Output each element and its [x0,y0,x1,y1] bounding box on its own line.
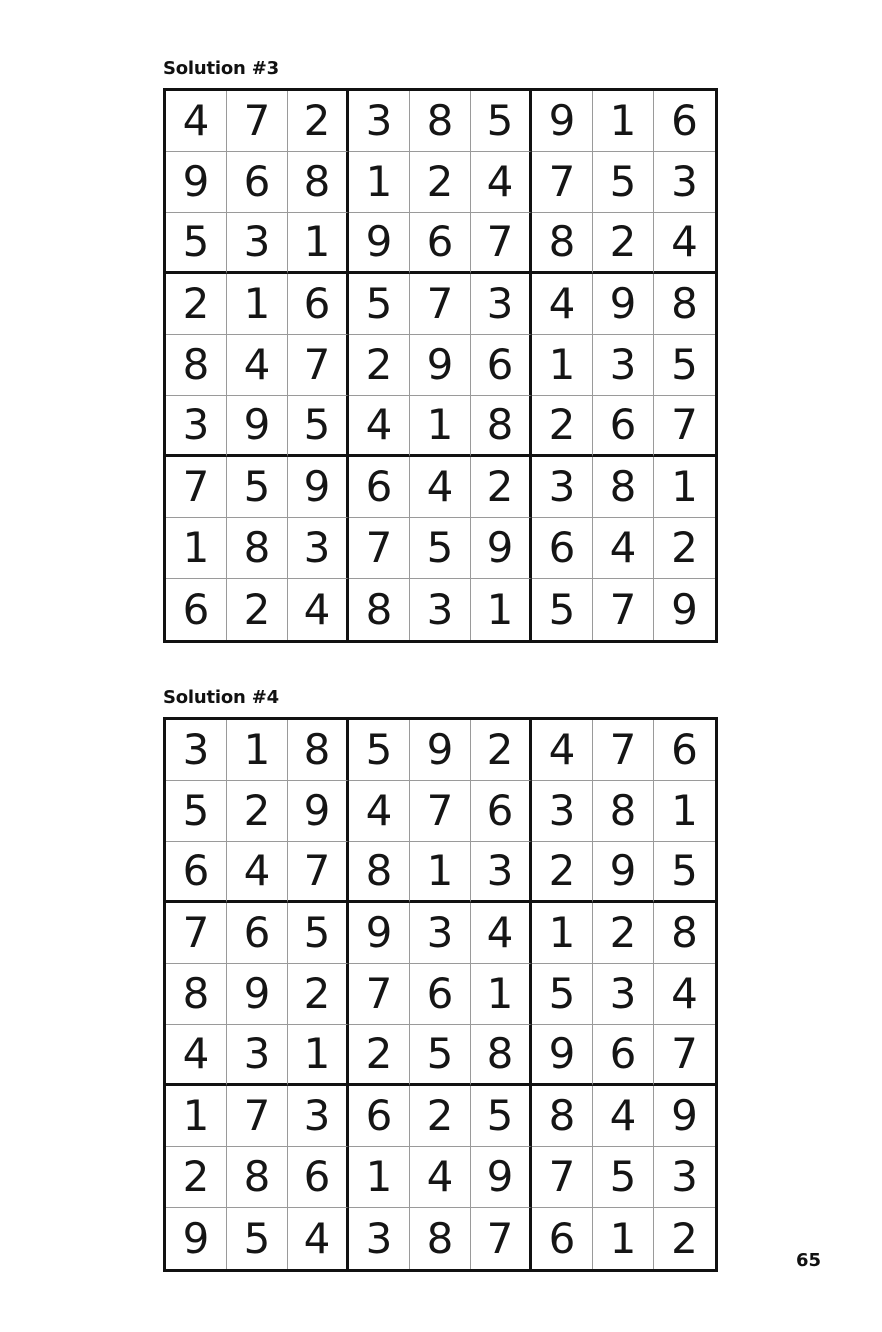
sudoku-cell: 1 [593,91,654,152]
sudoku-cell: 2 [288,964,349,1025]
sudoku-cell: 8 [593,457,654,518]
sudoku-cell: 4 [593,518,654,579]
sudoku-cell: 5 [349,274,410,335]
sudoku-cell: 1 [288,1025,349,1086]
sudoku-cell: 1 [532,335,593,396]
sudoku-cell: 5 [593,152,654,213]
sudoku-cell: 1 [654,781,715,842]
sudoku-cell: 2 [349,1025,410,1086]
sudoku-cell: 4 [654,213,715,274]
sudoku-cell: 3 [166,396,227,457]
sudoku-cell: 4 [410,1147,471,1208]
sudoku-cell: 4 [532,274,593,335]
sudoku-cell: 3 [654,152,715,213]
sudoku-cell: 8 [410,1208,471,1269]
sudoku-cell: 5 [227,1208,288,1269]
sudoku-cell: 4 [227,842,288,903]
sudoku-cell: 4 [288,579,349,640]
sudoku-cell: 7 [227,1086,288,1147]
sudoku-cell: 3 [166,720,227,781]
sudoku-cell: 2 [227,781,288,842]
sudoku-cell: 8 [227,1147,288,1208]
sudoku-cell: 6 [288,274,349,335]
sudoku-cell: 4 [654,964,715,1025]
sudoku-cell: 2 [532,396,593,457]
sudoku-cell: 5 [593,1147,654,1208]
sudoku-cell: 6 [410,213,471,274]
sudoku-cell: 2 [593,903,654,964]
sudoku-cell: 8 [654,274,715,335]
sudoku-cell: 2 [410,1086,471,1147]
sudoku-cell: 7 [593,579,654,640]
sudoku-cell: 9 [166,1208,227,1269]
sudoku-cell: 7 [166,903,227,964]
sudoku-cell: 8 [410,91,471,152]
sudoku-cell: 9 [410,335,471,396]
sudoku-cell: 6 [227,152,288,213]
sudoku-cell: 2 [410,152,471,213]
sudoku-cell: 5 [532,579,593,640]
sudoku-cell: 8 [288,720,349,781]
sudoku-cell: 8 [227,518,288,579]
sudoku-cell: 4 [349,781,410,842]
sudoku-cell: 3 [654,1147,715,1208]
sudoku-cell: 3 [471,842,532,903]
sudoku-cell: 6 [349,457,410,518]
sudoku-cell: 7 [654,396,715,457]
sudoku-cell: 9 [471,1147,532,1208]
sudoku-cell: 8 [166,335,227,396]
sudoku-cell: 4 [593,1086,654,1147]
sudoku-cell: 7 [593,720,654,781]
sudoku-cell: 1 [593,1208,654,1269]
sudoku-cell: 2 [654,518,715,579]
sudoku-cell: 2 [671,1213,698,1263]
sudoku-cell: 7 [654,1025,715,1086]
sudoku-cell: 1 [471,579,532,640]
sudoku-cell: 4 [410,457,471,518]
sudoku-cell: 7 [410,781,471,842]
sudoku-cell: 5 [471,91,532,152]
sudoku-cell: 7 [227,91,288,152]
sudoku-cell: 2 [227,579,288,640]
sudoku-cell: 5 [166,781,227,842]
sudoku-cell: 9 [532,1025,593,1086]
sudoku-cell: 4 [349,396,410,457]
page-number: 65 [796,1250,822,1271]
sudoku-cell: 3 [532,781,593,842]
sudoku-cell: 3 [471,274,532,335]
sudoku-cell: 8 [471,1025,532,1086]
sudoku-cell: 5 [349,720,410,781]
sudoku-cell: 8 [349,842,410,903]
sudoku-cell: 1 [227,720,288,781]
sudoku-cell: 8 [593,781,654,842]
sudoku-grid-solution-3 [163,88,718,643]
sudoku-cell: 6 [471,781,532,842]
sudoku-cell: 5 [410,1025,471,1086]
sudoku-cell: 6 [166,842,227,903]
sudoku-cell: 4 [166,1025,227,1086]
sudoku-cell: 2 [471,457,532,518]
sudoku-cell: 5 [288,903,349,964]
sudoku-cell: 6 [532,1208,593,1269]
sudoku-cell: 1 [349,152,410,213]
sudoku-cell: 8 [532,213,593,274]
sudoku-cell: 2 [166,1147,227,1208]
sudoku-cell: 8 [166,964,227,1025]
sudoku-cell: 1 [166,1086,227,1147]
sudoku-cell: 7 [471,213,532,274]
sudoku-cell: 5 [654,335,715,396]
sudoku-cell: 9 [288,457,349,518]
sudoku-cell: 6 [654,720,715,781]
sudoku-cell: 7 [288,335,349,396]
sudoku-cell: 9 [349,213,410,274]
sudoku-cell: 8 [288,152,349,213]
sudoku-cell: 2 [471,720,532,781]
sudoku-cell: 4 [532,720,593,781]
sudoku-cell: 7 [166,457,227,518]
sudoku-cell: 6 [288,1147,349,1208]
sudoku-cell: 9 [410,720,471,781]
sudoku-cell: 7 [349,964,410,1025]
sudoku-cell: 5 [410,518,471,579]
sudoku-cell: 8 [349,579,410,640]
sudoku-grid-solution-4 [163,717,718,1272]
sudoku-cell: 5 [532,964,593,1025]
sudoku-cell: 9 [227,396,288,457]
sudoku-cell: 2 [288,91,349,152]
sudoku-cell: 9 [532,91,593,152]
sudoku-cell: 4 [471,152,532,213]
sudoku-cell: 3 [288,518,349,579]
sudoku-cell: 1 [532,903,593,964]
sudoku-cell: 6 [593,396,654,457]
sudoku-cell: 3 [349,1208,410,1269]
sudoku-cell: 4 [166,91,227,152]
sudoku-cell: 4 [288,1208,349,1269]
sudoku-cell: 9 [471,518,532,579]
sudoku-cell: 1 [166,518,227,579]
sudoku-cell: 9 [166,152,227,213]
sudoku-cell: 1 [410,842,471,903]
sudoku-cell: 2 [593,213,654,274]
sudoku-cell: 4 [227,335,288,396]
sudoku-cell: 8 [532,1086,593,1147]
sudoku-cell: 5 [166,213,227,274]
sudoku-cell: 7 [349,518,410,579]
sudoku-cell: 5 [227,457,288,518]
sudoku-cell: 9 [349,903,410,964]
sudoku-cell: 1 [288,213,349,274]
sudoku-cell: 6 [654,91,715,152]
sudoku-cell: 9 [593,842,654,903]
sudoku-cell: 1 [471,964,532,1025]
sudoku-cell: 9 [654,1086,715,1147]
sudoku-cell: 4 [471,903,532,964]
sudoku-cell: 5 [654,842,715,903]
sudoku-cell: 6 [166,579,227,640]
sudoku-cell: 6 [593,1025,654,1086]
sudoku-cell: 5 [288,396,349,457]
sudoku-cell: 6 [410,964,471,1025]
sudoku-cell: 7 [532,1147,593,1208]
sudoku-cell: 3 [410,903,471,964]
sudoku-cell: 3 [227,213,288,274]
sudoku-cell: 2 [532,842,593,903]
sudoku-cell: 1 [349,1147,410,1208]
sudoku-cell: 3 [227,1025,288,1086]
sudoku-cell: 1 [227,274,288,335]
sudoku-cell: 3 [532,457,593,518]
solution-3-title: Solution #3 [163,58,279,79]
sudoku-cell: 3 [349,91,410,152]
sudoku-cell: 9 [227,964,288,1025]
sudoku-cell: 3 [410,579,471,640]
sudoku-cell: 2 [166,274,227,335]
sudoku-cell: 6 [471,335,532,396]
sudoku-cell: 9 [671,584,698,634]
sudoku-cell: 6 [349,1086,410,1147]
sudoku-cell: 5 [471,1086,532,1147]
sudoku-cell: 6 [532,518,593,579]
sudoku-cell: 6 [227,903,288,964]
sudoku-cell: 2 [349,335,410,396]
solution-4-title: Solution #4 [163,687,279,708]
sudoku-cell: 7 [410,274,471,335]
sudoku-cell: 1 [410,396,471,457]
sudoku-cell: 7 [532,152,593,213]
sudoku-cell: 3 [288,1086,349,1147]
sudoku-cell: 9 [288,781,349,842]
sudoku-cell: 7 [288,842,349,903]
sudoku-cell: 9 [593,274,654,335]
sudoku-cell: 8 [471,396,532,457]
sudoku-cell: 1 [654,457,715,518]
sudoku-cell: 3 [593,335,654,396]
sudoku-cell: 8 [654,903,715,964]
sudoku-cell: 7 [471,1208,532,1269]
sudoku-cell: 3 [593,964,654,1025]
